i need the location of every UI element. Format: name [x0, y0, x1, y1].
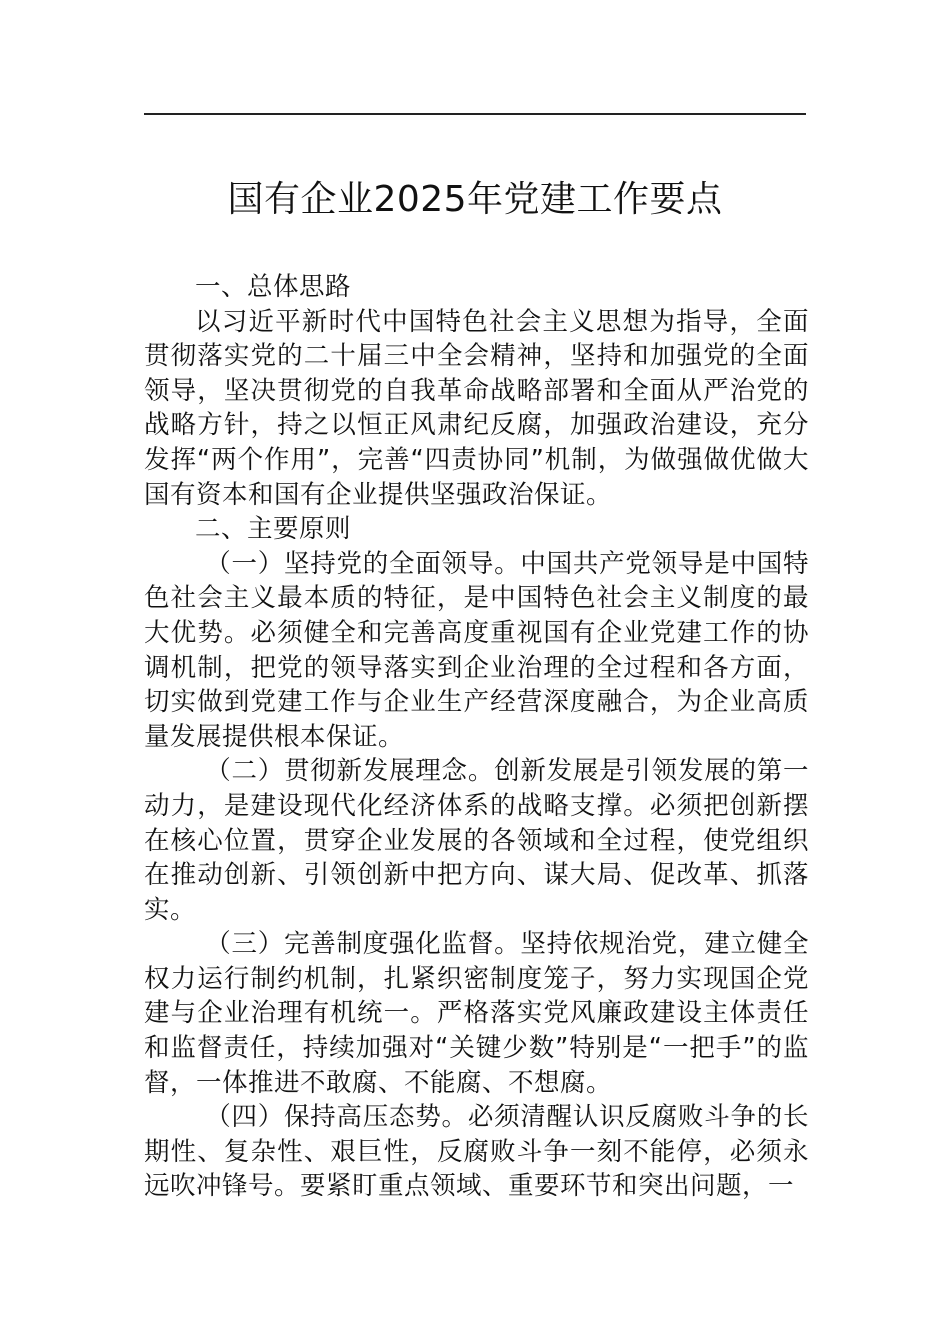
section-heading-overall-approach: 一、总体思路	[195, 272, 352, 302]
header-rule	[144, 113, 806, 115]
paragraph-principle-4: （四）保持高压态势。必须清醒认识反腐败斗争的长期性、复杂性、艰巨性，反腐败斗争一刻不能停，必须永远吹冲锋号。要紧盯重点领域、重要环节和突出问题，一	[144, 1102, 809, 1202]
paragraph-overall-approach: 以习近平新时代中国特色社会主义思想为指导，全面贯彻落实党的二十届三中全会精神，坚持和加强党的全面领导，坚决贯彻党的自我革命战略部署和全面从严治党的战略方针，持之以恒正风肃纪反腐，加强政治建设，充分发挥“两个作用”，完善“四责协同”机制，为做强做优做大国有资本和国有企业提供坚强政治保证。	[144, 306, 809, 510]
paragraph-principle-3: （三）完善制度强化监督。坚持依规治党，建立健全权力运行制约机制，扎紧织密制度笼子，努力实现国企党建与企业治理有机统一。严格落实党风廉政建设主体责任和监督责任，持续加强对“关键少数”特别是“一把手”的监督，一体推进不敢腐、不能腐、不想腐。	[144, 929, 809, 1098]
document-title: 国有企业2025年党建工作要点	[227, 179, 723, 220]
document-body	[144, 270, 809, 1204]
paragraph-principle-1: （一）坚持党的全面领导。中国共产党领导是中国特色社会主义最本质的特征，是中国特色社会主义制度的最大优势。必须健全和完善高度重视国有企业党建工作的协调机制，把党的领导落实到企业治理的全过程和各方面，切实做到党建工作与企业生产经营深度融合，为企业高质量发展提供根本保证。	[144, 548, 809, 752]
paragraph-principle-2: （二）贯彻新发展理念。创新发展是引领发展的第一动力，是建设现代化经济体系的战略支撑。必须把创新摆在核心位置，贯穿企业发展的各领域和全过程，使党组织在推动创新、引领创新中把方向、谋大局、促改革、抓落实。	[144, 756, 809, 925]
section-heading-main-principles: 二、主要原则	[195, 514, 352, 545]
